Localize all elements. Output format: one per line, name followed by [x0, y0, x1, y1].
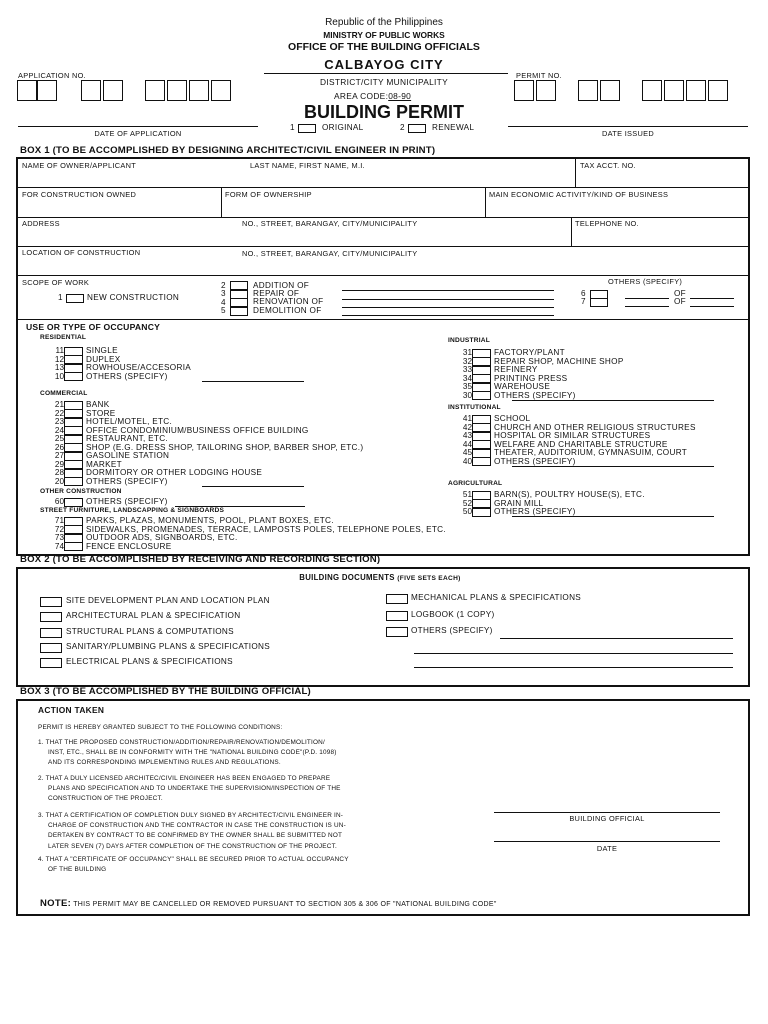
action-taken-label: ACTION TAKEN	[38, 705, 105, 715]
office-line: OFFICE OF THE BUILDING OFFICIALS	[288, 41, 480, 53]
scope-item-number: 3	[221, 289, 226, 298]
page-title: BUILDING PERMIT	[304, 102, 464, 122]
occupancy-item-number: 73	[54, 533, 64, 542]
location-hint: NO., STREET, BARANGAY, CITY/MUNICIPALITY	[242, 249, 418, 258]
occupancy-item-label: OTHERS (SPECIFY)	[86, 476, 168, 486]
tax-input[interactable]	[577, 172, 747, 186]
occupancy-item-label: WELFARE AND CHARITABLE STRUCTURE	[494, 439, 668, 449]
occupancy-item-label: OFFICE CONDOMINIUM/BUSINESS OFFICE BUILDING	[86, 425, 309, 435]
occupancy-group-label: STREET FURNITURE, LANDSCAPPING & SIGNBOARDS	[40, 507, 225, 514]
location-label: LOCATION OF CONSTRUCTION	[22, 248, 141, 257]
condition-line: 3. THAT A CERTIFICATION OF COMPLETION DULY SIGNED BY ARCHITECT/CIVIL ENGINEER IN-	[38, 812, 344, 819]
box3	[16, 699, 750, 916]
scope-label: SCOPE OF WORK	[22, 278, 90, 287]
scope-checkbox[interactable]	[66, 294, 84, 303]
tax-label: TAX ACCT. NO.	[580, 161, 636, 170]
scope-item-label: DEMOLITION OF	[253, 306, 322, 315]
condition-line: CHARGE OF CONSTRUCTION AND THE CONTRACTOR IN CASE THE CONSTRUCTION IS UN-	[48, 822, 346, 830]
condition-line: INST, ETC., SHALL BE IN CONFORMITY WITH THE "NATIONAL BUILDING CODE"(P.D. 1098)	[48, 749, 337, 757]
condition-line: OF THE BUILDING	[48, 866, 107, 874]
scope-item-number: 6	[581, 289, 586, 298]
document-checkbox[interactable]	[40, 612, 62, 622]
scope-checkbox[interactable]	[590, 298, 608, 307]
occupancy-specify-line[interactable]	[512, 400, 714, 401]
occupancy-item-number: 26	[54, 442, 64, 452]
condition-line: LATER SEVEN (7) DAYS AFTER COMPLETION OF THE CONSTRUCTION OF THE PROJECT.	[48, 842, 337, 850]
owner-hint: LAST NAME, FIRST NAME, M.I.	[250, 161, 366, 170]
economic-input[interactable]	[487, 201, 747, 215]
document-label: SITE DEVELOPMENT PLAN AND LOCATION PLAN	[66, 596, 270, 605]
republic-line: Republic of the Philippines	[325, 17, 443, 28]
original-checkbox[interactable]	[298, 124, 316, 133]
occupancy-item-number: 33	[462, 365, 472, 374]
occupancy-specify-line[interactable]	[512, 516, 714, 517]
occupancy-item-label: OUTDOOR ADS, SIGNBOARDS, ETC.	[86, 533, 238, 542]
scope-specify-line[interactable]	[342, 315, 554, 316]
occupancy-specify-line[interactable]	[202, 381, 304, 382]
docs-label: BUILDING DOCUMENTS (FIVE SETS EACH)	[299, 573, 461, 582]
box3-heading: BOX 3 (TO BE ACCOMPLISHED BY THE BUILDING OFFICIAL)	[20, 686, 311, 697]
scope-item-label: OF	[674, 289, 686, 298]
district-label: DISTRICT/CITY MUNICIPALITY	[319, 77, 448, 87]
condition-line: CONSTRUCTION OF THE PROJECT.	[48, 795, 163, 803]
occupancy-checkbox[interactable]	[472, 391, 491, 400]
date-application-field[interactable]	[18, 126, 258, 127]
construction-owned-label: FOR CONSTRUCTION OWNED	[22, 190, 137, 199]
occupancy-item-number: 52	[462, 498, 472, 508]
scope-item-label: OF	[674, 297, 686, 306]
official-date-line[interactable]	[494, 841, 720, 842]
occupancy-item-label: THEATER, AUDITORIUM, GYMNASUIM, COURT	[494, 448, 688, 457]
occupancy-item-number: 12	[54, 354, 64, 364]
occupancy-item-number: 51	[462, 490, 472, 499]
occupancy-item-label: ROWHOUSE/ACCESORIA	[86, 363, 192, 372]
occupancy-checkbox[interactable]	[64, 372, 83, 381]
occupancy-item-label: STORE	[86, 408, 116, 418]
telephone-input[interactable]	[573, 230, 747, 244]
document-label: LOGBOOK (1 COPY)	[411, 609, 495, 619]
occupancy-item-label: SIDEWALKS, PROMENADES, TERRACE, LAMPOSTS POLES, TELEPHONE POLES, ETC.	[86, 524, 446, 534]
document-checkbox[interactable]	[386, 594, 408, 604]
official-date-label: DATE	[596, 844, 618, 853]
document-checkbox[interactable]	[40, 597, 62, 607]
owner-label: NAME OF OWNER/APPLICANT	[22, 161, 137, 170]
occupancy-item-label: SINGLE	[86, 346, 118, 355]
condition-line: 4. THAT A "CERTIFICATE OF OCCUPANCY" SHALL BE SECURED PRIOR TO ACTUAL OCCUPANCY	[38, 856, 349, 863]
document-checkbox[interactable]	[40, 643, 62, 653]
date-issued-label: DATE ISSUED	[601, 129, 655, 138]
document-specify-line[interactable]	[500, 638, 733, 639]
city-name: CALBAYOG CITY	[324, 57, 444, 72]
scope-specify-line[interactable]	[625, 298, 669, 299]
occupancy-checkbox[interactable]	[64, 498, 83, 507]
form-ownership-label: FORM OF OWNERSHIP	[225, 190, 312, 199]
occupancy-item-label: HOTEL/MOTEL, ETC.	[86, 417, 173, 426]
address-hint: NO., STREET, BARANGAY, CITY/MUNICIPALITY	[242, 219, 418, 228]
occupancy-item-label: MARKET	[86, 459, 122, 469]
occupancy-item-number: 11	[55, 346, 64, 355]
occupancy-item-number: 13	[54, 363, 64, 372]
scope-item-label: NEW CONSTRUCTION	[87, 293, 180, 302]
box1-heading: BOX 1 (TO BE ACCOMPLISHED BY DESIGNING ARCHITECT/CIVIL ENGINEER IN PRINT)	[20, 145, 436, 156]
form-ownership-input[interactable]	[223, 201, 483, 215]
scope-item-label: RENOVATION OF	[253, 297, 324, 306]
occupancy-group-label: INDUSTRIAL	[448, 337, 490, 344]
document-specify-line[interactable]	[414, 653, 733, 654]
occupancy-item-number: 40	[462, 456, 472, 466]
scope-item-number: 1	[58, 293, 63, 302]
occupancy-item-label: PARKS, PLAZAS, MONUMENTS, POOL, PLANT BOXES, ETC.	[86, 516, 334, 525]
occupancy-group-label: RESIDENTIAL	[40, 334, 87, 341]
scope-specify-line[interactable]	[690, 298, 734, 299]
application-no-label: APPLICATION NO.	[18, 71, 87, 80]
occupancy-item-number: 30	[462, 390, 472, 400]
scope-specify-line[interactable]	[690, 306, 734, 307]
occupancy-specify-line[interactable]	[512, 466, 714, 467]
occupancy-item-label: REFINERY	[494, 365, 538, 374]
scope-checkbox[interactable]	[230, 307, 248, 316]
document-label: ARCHITECTURAL PLAN & SPECIFICATION	[66, 611, 241, 621]
occupancy-item-number: 28	[54, 468, 64, 477]
condition-line: DERTAKEN BY CONTRACT TO BE CONFIRMED BY THE OWNER SHALL BE SUBMITTED NOT	[48, 832, 343, 840]
scope-item-number: 7	[581, 297, 586, 306]
occupancy-item-label: DORMITORY OR OTHER LODGING HOUSE	[86, 468, 263, 477]
date-issued-field[interactable]	[508, 126, 748, 127]
occupancy-item-label: DUPLEX	[86, 354, 121, 364]
permit-no-label: PERMIT NO.	[516, 71, 562, 80]
occupancy-item-label: BARN(S), POULTRY HOUSE(S), ETC.	[494, 490, 645, 499]
occupancy-group-label: INSTITUTIONAL	[448, 404, 501, 411]
document-label: STRUCTURAL PLANS & COMPUTATIONS	[66, 626, 234, 636]
occupancy-item-number: 20	[54, 476, 64, 486]
address-input[interactable]	[18, 230, 568, 244]
occupancy-checkbox[interactable]	[472, 457, 491, 466]
occupancy-item-number: 21	[54, 400, 64, 409]
renewal-checkbox[interactable]	[408, 124, 426, 133]
occupancy-checkbox[interactable]	[472, 508, 491, 517]
occupancy-item-number: 10	[54, 371, 64, 381]
occupancy-checkbox[interactable]	[64, 477, 83, 486]
scope-checkbox[interactable]	[230, 298, 248, 307]
scope-specify-line[interactable]	[342, 299, 554, 300]
document-checkbox[interactable]	[40, 628, 62, 638]
scope-checkbox[interactable]	[230, 281, 248, 290]
owner-input[interactable]	[18, 172, 574, 186]
scope-item-label: REPAIR OF	[253, 289, 300, 298]
scope-others-label: OTHERS (SPECIFY)	[608, 277, 683, 286]
occupancy-item-label: OTHERS (SPECIFY)	[86, 497, 168, 506]
scope-item-number: 5	[221, 306, 226, 315]
occupancy-item-label: OTHERS (SPECIFY)	[494, 390, 576, 400]
occupancy-item-number: 22	[54, 408, 64, 418]
occupancy-item-label: OTHERS (SPECIFY)	[494, 456, 576, 466]
document-specify-line[interactable]	[414, 667, 733, 668]
occupancy-group-label: OTHER CONSTRUCTION	[40, 488, 122, 495]
occupancy-label: USE OR TYPE OF OCCUPANCY	[26, 322, 161, 332]
occupancy-item-label: REPAIR SHOP, MACHINE SHOP	[494, 356, 624, 366]
ministry-line: MINISTRY OF PUBLIC WORKS	[323, 30, 445, 40]
occupancy-item-number: 71	[54, 516, 64, 525]
scope-specify-line[interactable]	[342, 307, 554, 308]
occupancy-item-label: WAREHOUSE	[494, 382, 551, 391]
occupancy-item-label: BANK	[86, 400, 110, 409]
occupancy-item-number: 50	[462, 507, 472, 516]
occupancy-item-number: 24	[54, 425, 64, 435]
scope-item-number: 4	[221, 298, 226, 307]
scope-specify-line[interactable]	[625, 306, 669, 307]
occupancy-group-label: AGRICULTURAL	[448, 480, 503, 487]
occupancy-item-number: 27	[54, 451, 64, 460]
occupancy-item-number: 60	[54, 497, 64, 506]
occupancy-item-number: 43	[462, 431, 472, 440]
area-code: AREA CODE:08-90	[334, 91, 412, 101]
permit-note: NOTE: THIS PERMIT MAY BE CANCELLED OR REMOVED PURSUANT TO SECTION 305 & 306 OF "NATIONAL BUILDING CODE"	[40, 898, 497, 909]
occupancy-item-label: FACTORY/PLANT	[494, 348, 565, 357]
occupancy-item-label: GRAIN MILL	[494, 498, 544, 508]
occupancy-item-number: 42	[462, 422, 472, 432]
document-label: SANITARY/PLUMBING PLANS & SPECIFICATIONS	[66, 641, 270, 651]
occupancy-item-label: GASOLINE STATION	[86, 451, 170, 460]
occupancy-item-label: SHOP (E.G. DRESS SHOP, TAILORING SHOP, BARBER SHOP, ETC.)	[86, 442, 364, 452]
construction-owned-input[interactable]	[18, 201, 218, 215]
condition-line: 1. THAT THE PROPOSED CONSTRUCTION/ADDITION/REPAIR/RENOVATION/DEMOLITION/	[38, 739, 325, 746]
renewal-label: RENEWAL	[432, 123, 475, 132]
condition-line: PLANS AND SPECIFICATION AND TO UNDERTAKE THE SUPERVISION/INSPECTION OF THE	[48, 785, 341, 793]
document-label: MECHANICAL PLANS & SPECIFICATIONS	[411, 593, 582, 602]
occupancy-group-label: COMMERCIAL	[40, 390, 88, 397]
document-checkbox[interactable]	[386, 627, 408, 637]
original-label: ORIGINAL	[322, 123, 364, 132]
condition-line: 2. THAT A DULY LICENSED ARCHITEC/CIVIL ENGINEER HAS BEEN ENGAGED TO PREPARE	[38, 775, 331, 782]
occupancy-item-number: 31	[462, 348, 472, 357]
scope-item-number: 2	[221, 281, 226, 290]
occupancy-item-number: 35	[462, 382, 472, 391]
telephone-label: TELEPHONE NO.	[575, 219, 639, 228]
box2-heading: BOX 2 (TO BE ACCOMPLISHED BY RECEIVING AND RECORDING SECTION)	[20, 554, 381, 565]
occupancy-specify-line[interactable]	[202, 486, 304, 487]
occupancy-item-number: 25	[54, 434, 64, 443]
occupancy-item-number: 44	[462, 439, 472, 449]
address-label: ADDRESS	[22, 219, 60, 228]
document-checkbox[interactable]	[386, 611, 408, 621]
occupancy-item-label: OTHERS (SPECIFY)	[494, 507, 576, 516]
official-signature-line[interactable]	[494, 812, 720, 813]
occupancy-item-label: CHURCH AND OTHER RELIGIOUS STRUCTURES	[494, 422, 696, 432]
document-checkbox[interactable]	[40, 658, 62, 668]
occupancy-item-number: 23	[54, 417, 64, 426]
occupancy-item-label: FENCE ENCLOSURE	[86, 541, 172, 551]
occupancy-item-number: 72	[54, 524, 64, 534]
occupancy-item-number: 32	[462, 356, 472, 366]
economic-label: MAIN ECONOMIC ACTIVITY/KIND OF BUSINESS	[489, 190, 669, 199]
conditions-intro: PERMIT IS HEREBY GRANTED SUBJECT TO THE FOLLOWING CONDITIONS:	[38, 724, 283, 731]
occupancy-item-label: RESTAURANT, ETC.	[86, 434, 168, 443]
occupancy-item-number: 74	[54, 541, 64, 551]
occupancy-item-number: 41	[462, 414, 472, 423]
location-input[interactable]	[18, 259, 747, 273]
occupancy-item-label: OTHERS (SPECIFY)	[86, 371, 168, 381]
occupancy-item-label: PRINTING PRESS	[494, 373, 568, 383]
document-label: ELECTRICAL PLANS & SPECIFICATIONS	[66, 657, 233, 667]
occupancy-item-number: 34	[462, 373, 472, 383]
occupancy-item-label: HOSPITAL OR SIMILAR STRUCTURES	[494, 431, 651, 440]
condition-line: AND ITS CORRESPONDING IMPLEMENTING RULES AND REGULATIONS.	[48, 759, 281, 767]
building-official-label: BUILDING OFFICIAL	[569, 814, 645, 823]
scope-item-label: ADDITION OF	[253, 281, 310, 290]
occupancy-item-number: 29	[54, 459, 64, 469]
date-application-label: DATE OF APPLICATION	[94, 129, 182, 138]
occupancy-checkbox[interactable]	[64, 542, 83, 551]
scope-specify-line[interactable]	[342, 290, 554, 291]
occupancy-item-number: 45	[462, 448, 472, 457]
document-label: OTHERS (SPECIFY)	[411, 626, 493, 635]
occupancy-item-label: SCHOOL	[494, 414, 531, 423]
